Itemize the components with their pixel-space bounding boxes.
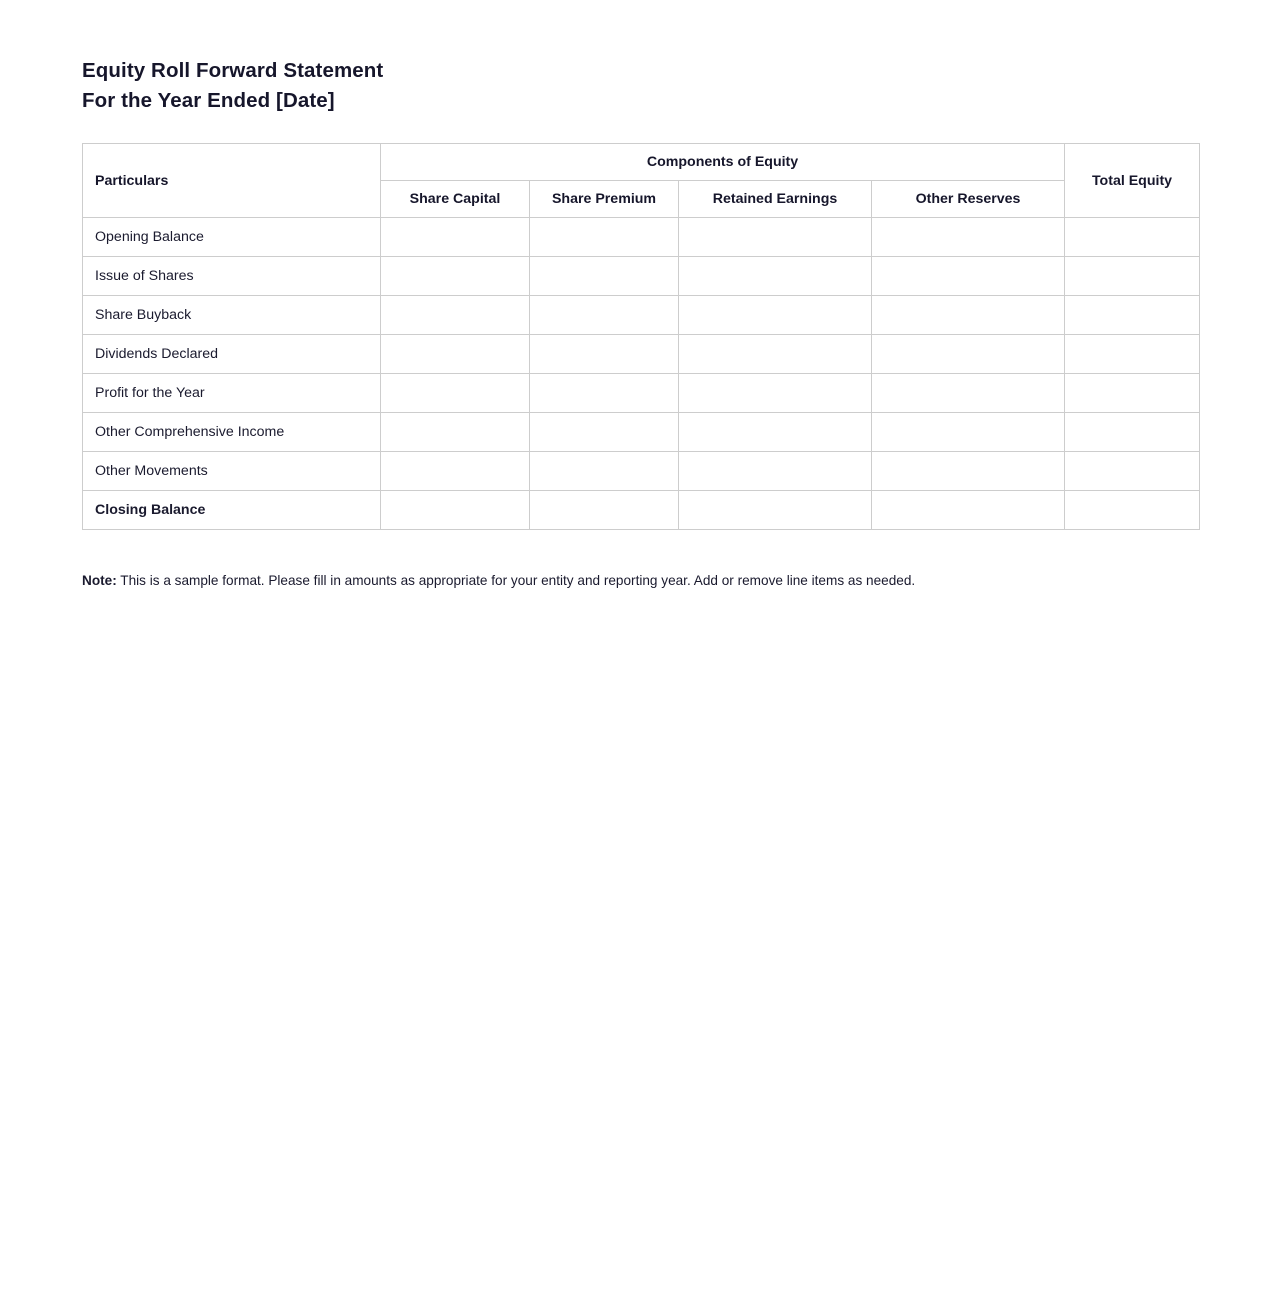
cell-other-movements-other-reserves[interactable] bbox=[872, 452, 1065, 491]
table-row bbox=[83, 296, 1200, 335]
cell-share-buyback-share-capital[interactable] bbox=[381, 296, 530, 335]
cell-profit-for-the-year-other-reserves[interactable] bbox=[872, 374, 1065, 413]
cell-profit-for-the-year-share-premium[interactable] bbox=[530, 374, 679, 413]
table-row bbox=[83, 218, 1200, 257]
footer-note bbox=[82, 571, 1198, 591]
cell-profit-for-the-year-retained-earnings[interactable] bbox=[679, 374, 872, 413]
equity-roll-forward-table bbox=[82, 143, 1200, 530]
cell-opening-balance-share-premium[interactable] bbox=[530, 218, 679, 257]
row-label-profit-for-the-year: Profit for the Year bbox=[83, 374, 381, 413]
cell-other-movements-share-premium[interactable] bbox=[530, 452, 679, 491]
table-row bbox=[83, 257, 1200, 296]
table-body bbox=[83, 218, 1200, 530]
cell-issue-of-shares-share-premium[interactable] bbox=[530, 257, 679, 296]
cell-other-comprehensive-income-share-premium[interactable] bbox=[530, 413, 679, 452]
cell-dividends-declared-other-reserves[interactable] bbox=[872, 335, 1065, 374]
cell-share-buyback-other-reserves[interactable] bbox=[872, 296, 1065, 335]
cell-dividends-declared-total-equity[interactable] bbox=[1065, 335, 1200, 374]
cell-closing-balance-share-capital[interactable] bbox=[381, 491, 530, 530]
column-header-particulars: Particulars bbox=[83, 144, 381, 218]
cell-issue-of-shares-total-equity[interactable] bbox=[1065, 257, 1200, 296]
cell-opening-balance-retained-earnings[interactable] bbox=[679, 218, 872, 257]
column-header-share-capital: Share Capital bbox=[381, 181, 530, 218]
cell-issue-of-shares-other-reserves[interactable] bbox=[872, 257, 1065, 296]
table-header-row-top bbox=[83, 144, 1200, 181]
cell-closing-balance-retained-earnings[interactable] bbox=[679, 491, 872, 530]
cell-other-comprehensive-income-retained-earnings[interactable] bbox=[679, 413, 872, 452]
cell-share-buyback-total-equity[interactable] bbox=[1065, 296, 1200, 335]
column-header-share-premium: Share Premium bbox=[530, 181, 679, 218]
column-header-other-reserves: Other Reserves bbox=[872, 181, 1065, 218]
row-label-issue-of-shares: Issue of Shares bbox=[83, 257, 381, 296]
cell-issue-of-shares-share-capital[interactable] bbox=[381, 257, 530, 296]
column-group-header-components-of-equity: Components of Equity bbox=[381, 144, 1065, 181]
cell-share-buyback-share-premium[interactable] bbox=[530, 296, 679, 335]
table-row bbox=[83, 374, 1200, 413]
column-header-retained-earnings: Retained Earnings bbox=[679, 181, 872, 218]
table-header bbox=[83, 144, 1200, 218]
note-label: Note: bbox=[82, 573, 117, 588]
cell-opening-balance-share-capital[interactable] bbox=[381, 218, 530, 257]
cell-profit-for-the-year-total-equity[interactable] bbox=[1065, 374, 1200, 413]
cell-other-movements-total-equity[interactable] bbox=[1065, 452, 1200, 491]
cell-closing-balance-share-premium[interactable] bbox=[530, 491, 679, 530]
table-row bbox=[83, 335, 1200, 374]
cell-dividends-declared-share-premium[interactable] bbox=[530, 335, 679, 374]
table-row bbox=[83, 413, 1200, 452]
cell-dividends-declared-share-capital[interactable] bbox=[381, 335, 530, 374]
title-line-1: Equity Roll Forward Statement bbox=[82, 59, 384, 82]
cell-closing-balance-other-reserves[interactable] bbox=[872, 491, 1065, 530]
row-label-share-buyback: Share Buyback bbox=[83, 296, 381, 335]
cell-other-movements-share-capital[interactable] bbox=[381, 452, 530, 491]
cell-other-movements-retained-earnings[interactable] bbox=[679, 452, 872, 491]
cell-opening-balance-total-equity[interactable] bbox=[1065, 218, 1200, 257]
row-label-dividends-declared: Dividends Declared bbox=[83, 335, 381, 374]
cell-issue-of-shares-retained-earnings[interactable] bbox=[679, 257, 872, 296]
cell-share-buyback-retained-earnings[interactable] bbox=[679, 296, 872, 335]
cell-dividends-declared-retained-earnings[interactable] bbox=[679, 335, 872, 374]
note-text: This is a sample format. Please fill in amounts as appropriate for your entity and reporting year. Add or remove line items as needed. bbox=[116, 573, 916, 588]
row-label-other-movements: Other Movements bbox=[83, 452, 381, 491]
cell-other-comprehensive-income-other-reserves[interactable] bbox=[872, 413, 1065, 452]
cell-closing-balance-total-equity[interactable] bbox=[1065, 491, 1200, 530]
row-label-closing-balance: Closing Balance bbox=[83, 491, 381, 530]
column-header-total-equity: Total Equity bbox=[1065, 144, 1200, 218]
table-row bbox=[83, 491, 1200, 530]
cell-profit-for-the-year-share-capital[interactable] bbox=[381, 374, 530, 413]
table-row bbox=[83, 452, 1200, 491]
cell-other-comprehensive-income-total-equity[interactable] bbox=[1065, 413, 1200, 452]
row-label-other-comprehensive-income: Other Comprehensive Income bbox=[83, 413, 381, 452]
page-title bbox=[82, 56, 1198, 116]
title-line-2: For the Year Ended [Date] bbox=[82, 89, 335, 112]
cell-other-comprehensive-income-share-capital[interactable] bbox=[381, 413, 530, 452]
document-page bbox=[0, 0, 1278, 591]
row-label-opening-balance: Opening Balance bbox=[83, 218, 381, 257]
cell-opening-balance-other-reserves[interactable] bbox=[872, 218, 1065, 257]
